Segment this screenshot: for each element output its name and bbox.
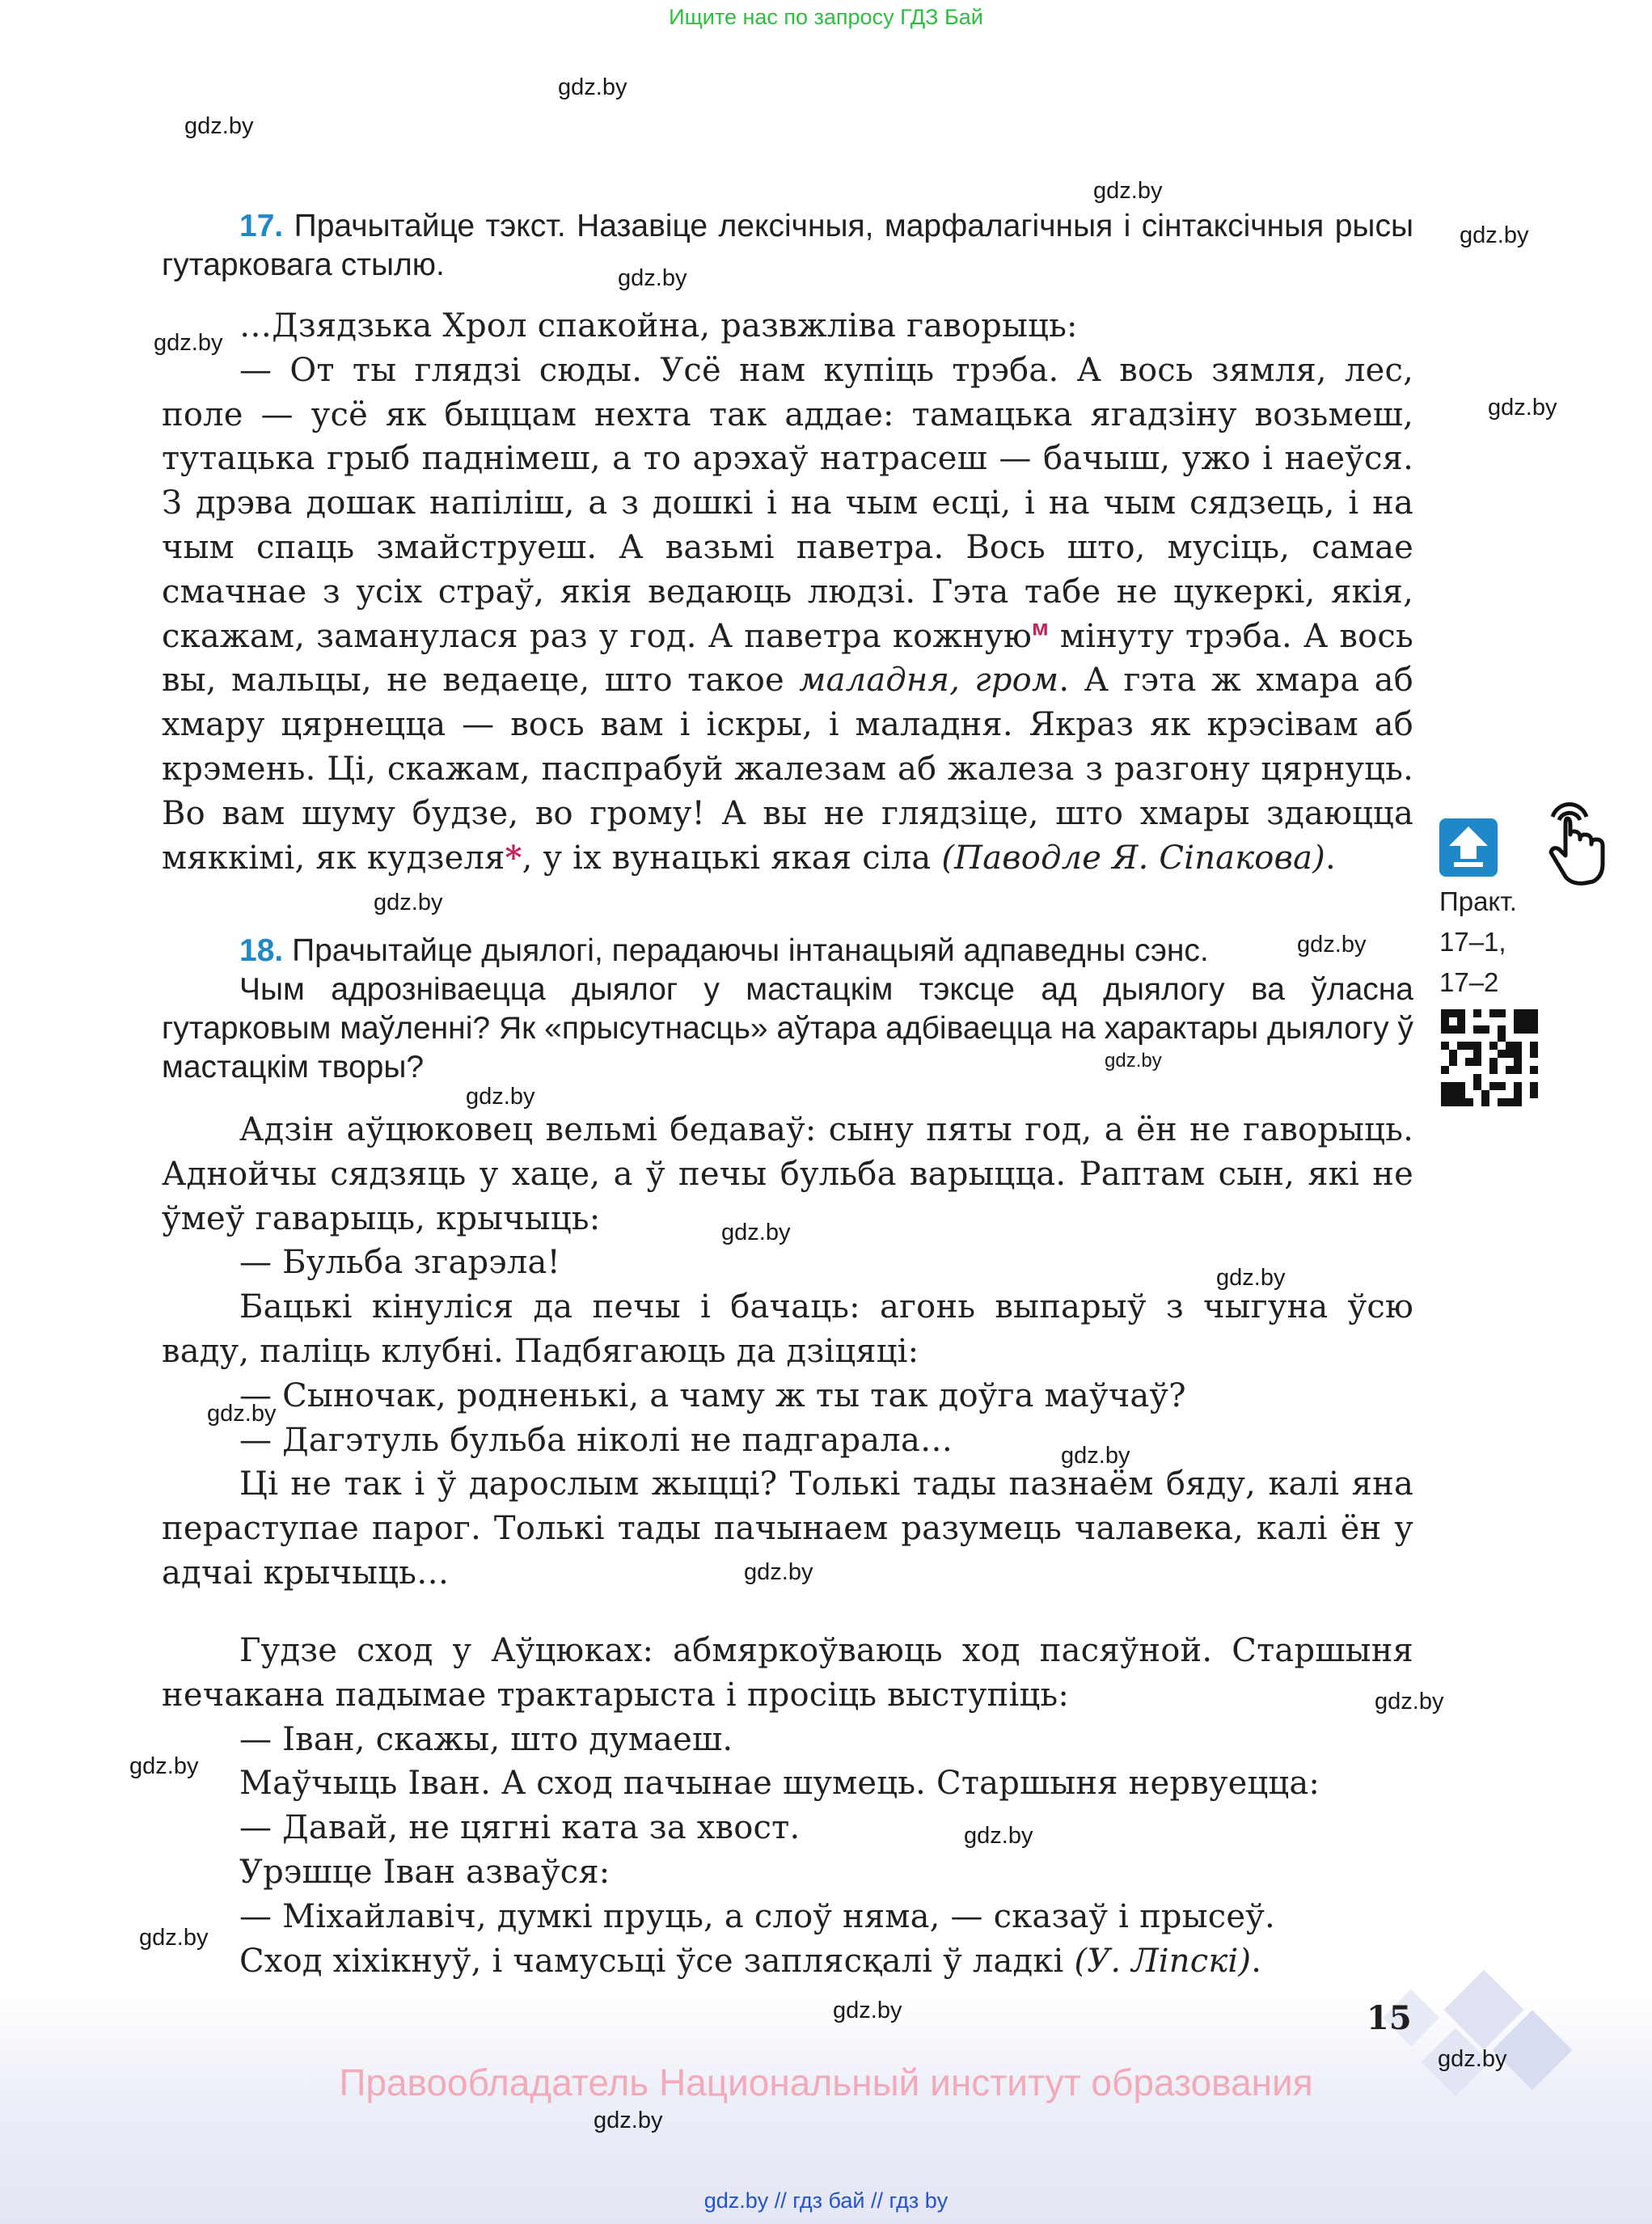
watermark: gdz.by <box>1488 395 1557 421</box>
watermark: gdz.by <box>1438 2046 1507 2072</box>
watermark: gdz.by <box>1105 1050 1162 1072</box>
watermark: gdz.by <box>721 1220 791 1245</box>
text-17-source: (Паводле Я. Сіпакова) <box>941 839 1325 877</box>
watermark: gdz.by <box>154 330 223 356</box>
text-17-italic-terms: маладня, гром <box>799 662 1059 700</box>
text-18b-line: — Іван, скажы, што думаеш. <box>239 1720 733 1758</box>
watermark: gdz.by <box>1061 1443 1130 1469</box>
text-17-end: . <box>1325 839 1336 877</box>
text-18a-paragraph: Адзін аўцюковец вельмі бедаваў: сыну пяты год, а ён не гаворыць. Аднойчы сядзяць у хаце, а ў печы бульба варыцца. Раптам сын, які не ўмеў гаварыць, крычыць: <box>162 1111 1413 1237</box>
watermark: gdz.by <box>1375 1689 1444 1715</box>
practice-ref-1[interactable]: 17–1, <box>1439 927 1506 957</box>
text-17-intro: …Дзядзька Хрол спакойна, развжліва гаворыць: <box>239 307 1078 345</box>
text-18b-source: (У. Ліпскі) <box>1074 1942 1252 1980</box>
text-18b-end: . <box>1251 1942 1262 1980</box>
task-17-text: Прачытайце тэкст. Назавіце лексічныя, марфалагічныя і сінтаксічныя рысы гутарковага стылю. <box>162 209 1413 282</box>
watermark: gdz.by <box>129 1753 199 1779</box>
text-18a-line: — Бульба згарэла! <box>239 1244 560 1282</box>
touch-hand-icon[interactable] <box>1536 793 1609 890</box>
text-18a-line: — Дагэтуль бульба ніколі не падгарала… <box>239 1421 953 1459</box>
task-17 <box>162 207 1413 285</box>
text-17-part-b: мінуту трэба. А вось вы, мальцы, не ведаеце, што такое <box>162 617 1413 700</box>
watermark: gdz.by <box>964 1823 1033 1849</box>
page-number: 15 <box>1367 1999 1412 2037</box>
text-17 <box>162 304 1413 880</box>
text-18a-line: — Сыночак, родненькі, а чаму ж ты так доўга маўчаў? <box>239 1376 1186 1414</box>
watermark: gdz.by <box>618 265 687 291</box>
watermark: gdz.by <box>558 74 627 100</box>
text-18b <box>162 1629 1413 1983</box>
glossary-star-icon: * <box>505 838 522 877</box>
watermark: gdz.by <box>207 1401 277 1427</box>
practice-ref-2[interactable]: 17–2 <box>1439 967 1499 997</box>
text-18a-paragraph: Бацькі кінуліся да печы і бачаць: агонь выпарыў з чыгуна ўсю ваду, паліць клубні. Падбягаюць да дзіцяці: <box>162 1288 1413 1370</box>
home-arrow-icon[interactable] <box>1439 818 1498 877</box>
text-18a-paragraph: Ці не так і ў дарослым жыцці? Толькі тады пазнаём бяду, калі яна пераступае парог. Толькі тады пачынаем разумець чалавека, калі ён у адчаі крычыць… <box>162 1465 1413 1592</box>
m-marker-icon: м <box>1032 615 1049 641</box>
text-17-part-a: — От ты глядзі сюды. Усё нам купіць трэба. А вось зямля, лес, поле — усё як быццам нехта так аддае: тамацька ягадзіну возьмеш, тутацька грыб паднімеш, а то арэхаў натрасеш — бачыш, ужо і наеўся. З дрэва дошак напіліш, а з дошкі і на чым есці, і на чым сядзець, і на чым спаць змайструеш. А вазьмі паветра. Вось што, мусіць, самае смачнае з усіх страў, якія ведаюць людзі. Гэта табе не цукеркі, якія, скажам, заманулася раз у год. А паветра кожную <box>162 351 1413 655</box>
text-17-part-d: , у іх вунацькі якая сіла <box>522 839 942 877</box>
watermark: gdz.by <box>1297 932 1367 958</box>
watermark: gdz.by <box>594 2108 663 2133</box>
top-banner[interactable]: Ищите нас по запросу ГДЗ Бай <box>669 5 983 29</box>
watermark: gdz.by <box>139 1925 209 1951</box>
text-17-part-c: . А гэта ж хмара аб хмару цярнецца — вось вам і іскры, і маладня. Якраз як крэсівам аб крэмень. Ці, скажам, паспрабуй жалезам аб жалеза з разгону цярнуць. Во вам шуму будзе, во грому! А вы не глядзіце, што хмары здаюцца мяккімі, як кудзеля <box>162 662 1414 877</box>
watermark: gdz.by <box>1460 222 1529 248</box>
watermark: gdz.by <box>1093 178 1163 204</box>
text-18b-last-text: Сход хіхікнуў, і чамусьці ўсе заплясқалі ў ладкі <box>239 1942 1075 1980</box>
task-17-number: 17. <box>239 209 284 243</box>
text-18b-paragraph: Гудзе сход у Аўцюках: абмяркоўваюць ход пасяўной. Старшыня нечакана падымае трактарыста і просіць выступіць: <box>162 1632 1413 1714</box>
watermark: gdz.by <box>374 890 443 915</box>
watermark: gdz.by <box>744 1559 813 1585</box>
text-18a <box>162 1108 1413 1596</box>
watermark: gdz.by <box>466 1084 535 1110</box>
text-18b-line: Урэшце Іван азваўся: <box>239 1853 611 1891</box>
qr-code-icon[interactable] <box>1441 1009 1538 1106</box>
task-18 <box>162 932 1413 1087</box>
task-18-question: Чым адрозніваецца дыялог у мастацкім тэксце ад дыялогу ва ўласна гутарковым маўленні? Як «прысутнасць» аўтара адбіваецца на характары дыялогу ў мастацкім творы? <box>162 972 1413 1085</box>
task-18-text: Прачытайце дыялогі, перадаючы інтанацыяй адпаведны сэнс. <box>292 933 1209 968</box>
copyright-notice: Правообладатель Национальный институт образования <box>339 2061 1313 2103</box>
text-18b-last <box>162 1939 1413 1984</box>
task-18-instruction <box>162 932 1413 970</box>
watermark: gdz.by <box>1216 1265 1286 1291</box>
text-18b-line: — Міхайлавіч, думкі пруць, а слоў няма, — сказаў і прысеў. <box>239 1897 1275 1935</box>
task-17-instruction <box>162 207 1413 285</box>
watermark: gdz.by <box>833 1998 902 2023</box>
text-18b-line: Маўчыць Іван. А сход пачынае шумець. Старшыня нервуецца: <box>239 1765 1320 1803</box>
footer-links[interactable]: gdz.by // гдз бай // гдз by <box>703 2188 949 2213</box>
text-17-paragraph <box>162 349 1413 881</box>
watermark: gdz.by <box>184 113 254 139</box>
practice-label: Практ. <box>1439 886 1517 916</box>
task-18-number: 18. <box>239 933 284 968</box>
text-18b-line: — Давай, не цягні ката за хвост. <box>239 1809 801 1847</box>
